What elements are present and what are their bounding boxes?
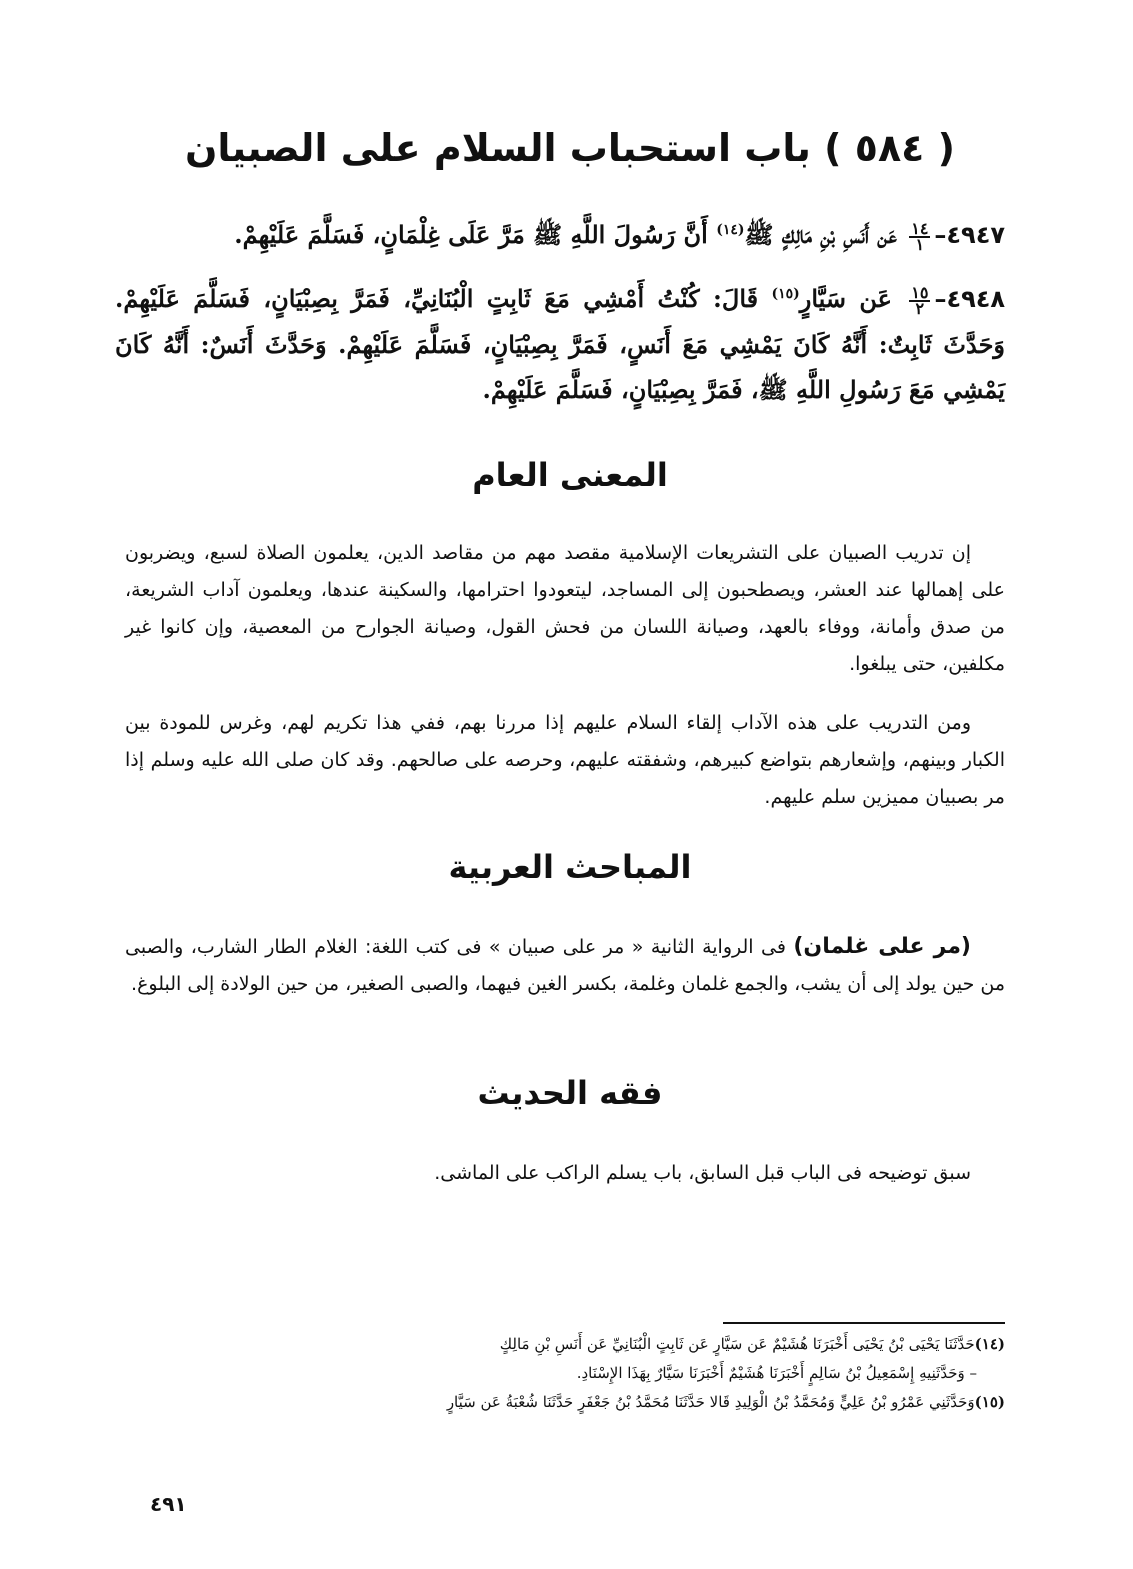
fraction-top: ١٤ <box>911 218 929 238</box>
hadith-number: ٤٩٤٧ <box>946 221 1005 249</box>
footnote-15-line-1 <box>115 1388 1005 1417</box>
general-meaning-paragraph-1: إن تدريب الصبيان على التشريعات الإسلامية مقصد مهم من مقاصد الدين، يعلمون الصلاة لسبع، ويضربون على إهمالها عند العشر، ويصطحبون إلى المساجد، ليتعودوا احترامها، والسكينة عندها، ويعلمون آداب الشريعة، من صدق وأمانة، ووفاء بالعهد، وصيانة اللسان من فحش القول، وصيانة الجوارح من المعصية، وإن كانوا غير مكلفين، حتى يبلغوا. <box>125 542 1005 675</box>
section-title-fiqh: فقه الحديث <box>477 1074 663 1112</box>
footnote-divider <box>723 1322 1005 1324</box>
footnote-ref-15: (١٥) <box>771 286 800 302</box>
section-title-general-meaning: المعنى العام <box>472 456 668 494</box>
footnote-14-number: (١٤) <box>974 1335 1005 1353</box>
hadith-text-before: عَن أَنَسِ بْنِ مَالِكٍ ﷺ <box>744 220 897 249</box>
fiqh-paragraph: سبق توضيحه فى الباب قبل السابق، باب يسلم الراكب على الماشى. <box>434 1162 971 1184</box>
chapter-title: ( ٥٨٤ ) باب استحباب السلام على الصبيان <box>185 126 955 170</box>
hadith-fraction <box>909 218 930 254</box>
fraction-top: ١٥ <box>911 282 929 302</box>
hadith-4948: ٤٩٤٨– $\frac{١٥}{٢}$ عَن سَيَّارٍ$^{(١٥)}$ قَالَ: كُنْتُ أَمْشِي مَعَ ثَابِتٍ الْبُنَانِيِّ، فَمَرَّ بِصِبْيَانٍ، فَسَلَّمَ عَلَيْهِمْ. وَحَدَّثَ ثَابِتٌ: أَنَّهُ كَانَ يَمْشِي مَعَ أَنَسٍ، فَمَرَّ بِصِبْيَانٍ، فَسَلَّمَ عَلَيْهِمْ. وَحَدَّثَ أَنَسٌ: أَنَّهُ كَانَ يَمْشِي مَعَ رَسُولِ اللَّهِ ﷺ، فَمَرَّ بِصِبْيَانٍ، فَسَلَّمَ عَلَيْهِمْ. <box>115 282 1006 404</box>
hadith-fraction <box>909 282 930 318</box>
hadith-text-before: عَن سَيَّارٍ <box>799 284 892 313</box>
hadith-4947: ٤٩٤٧– $\frac{١٤}{١}$ عَن أَنَسِ بْنِ مَالِكٍ ﷺ$^{(١٤)}$ أَنَّ رَسُولَ اللَّهِ ﷺ مَرَّ عَلَى غِلْمَانٍ، فَسَلَّمَ عَلَيْهِمْ. <box>234 218 1005 254</box>
hadith-text-after: أَنَّ رَسُولَ اللَّهِ ﷺ مَرَّ عَلَى غِلْمَانٍ، فَسَلَّمَ عَلَيْهِمْ. <box>234 220 708 249</box>
footnote-14-line-1 <box>115 1330 1005 1359</box>
footnote-14-text: حَدَّثَنَا يَحْيَى بْنُ يَحْيَى أَخْبَرَنَا هُشَيْمٌ عَن سَيَّارٍ عَن ثَابِتٍ الْبُنَانِيِّ عَن أَنَسِ بْنِ مَالِكٍ <box>499 1335 975 1353</box>
fraction-bottom: ٢ <box>915 298 925 318</box>
general-meaning-paragraph-2: ومن التدريب على هذه الآداب إلقاء السلام عليهم إذا مررنا بهم، ففي هذا تكريم لهم، وغرس للمودة بين الكبار وبينهم، وإشعارهم بتواضع كبيرهم، وشفقته عليهم، وحرصه على صالحهم. وقد كان صلى الله عليه وسلم إذا مر بصبيان مميزين سلم عليهم. <box>125 712 1005 808</box>
hadith-text-after: قَالَ: كُنْتُ أَمْشِي مَعَ ثَابِتٍ الْبُنَانِيِّ، فَمَرَّ بِصِبْيَانٍ، فَسَلَّمَ عَلَيْهِمْ. وَحَدَّثَ ثَابِتٌ: أَنَّهُ كَانَ يَمْشِي مَعَ أَنَسٍ، فَمَرَّ بِصِبْيَانٍ، فَسَلَّمَ عَلَيْهِمْ. وَحَدَّثَ أَنَسٌ: أَنَّهُ كَانَ يَمْشِي مَعَ رَسُولِ اللَّهِ ﷺ، فَمَرَّ بِصِبْيَانٍ، فَسَلَّمَ عَلَيْهِمْ. <box>115 284 1005 404</box>
page-number: ٤٩١ <box>150 1492 187 1516</box>
footnote-15-text: وَحَدَّثَنِي عَمْرُو بْنُ عَلِيٍّ وَمُحَمَّدُ بْنُ الْوَلِيدِ قَالا حَدَّثَنَا مُحَمَّدُ بْنُ جَعْفَرٍ حَدَّثَنَا شُعْبَةُ عَن سَيَّارٍ <box>446 1393 975 1411</box>
footnote-14-line-2: – وَحَدَّثَنِيهِ إِسْمَعِيلُ بْنُ سَالِمٍ أَخْبَرَنَا هُشَيْمٌ أَخْبَرَنَا سَيَّارٌ بِهَذَا الإِسْنَادِ. <box>576 1364 977 1382</box>
footnote-15-number: (١٥) <box>974 1393 1005 1411</box>
footnote-ref-14: (١٤) <box>716 222 745 238</box>
fraction-bottom: ١ <box>915 234 925 254</box>
section-title-arabic-discussions: المباحث العربية <box>448 848 692 886</box>
discussion-body: فى الرواية الثانية « مر على صبيان » فى كتب اللغة: الغلام الطار الشارب، والصبى من حين يولد إلى أن يشب، والجمع غلمان وغلمة، بكسر الغين فيهما، والصبى الصغير، من حين الولادة إلى البلوغ. <box>125 936 1005 995</box>
arabic-discussions-paragraph <box>125 928 1005 1003</box>
footnotes <box>115 1330 1005 1417</box>
hadith-number: ٤٩٤٨ <box>946 285 1006 313</box>
discussion-lead-phrase: (مر على غلمان) <box>793 934 971 959</box>
